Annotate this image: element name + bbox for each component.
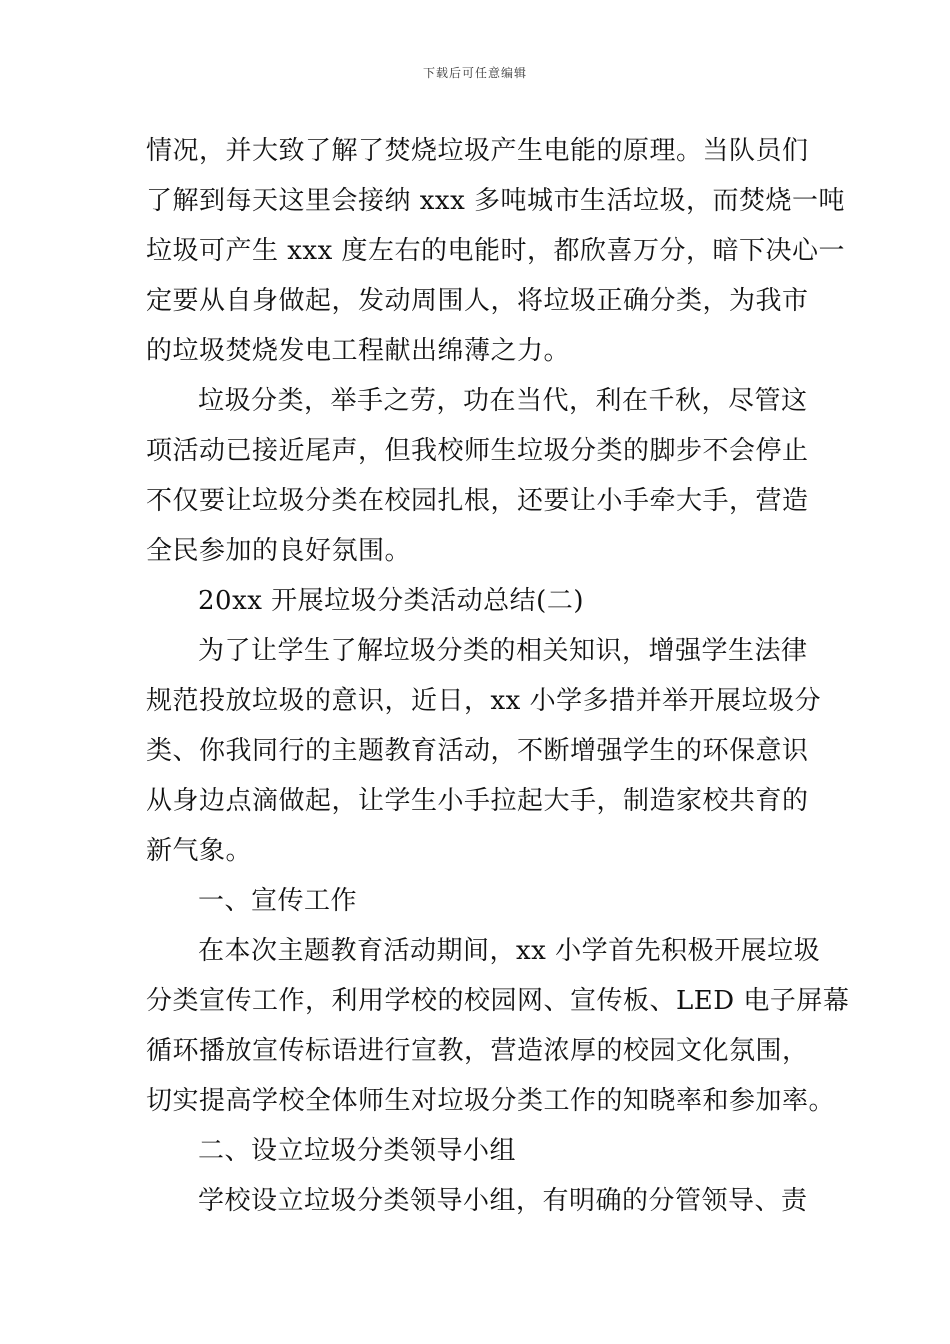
text-line: 一、宣传工作 bbox=[198, 886, 358, 916]
text-line: 二、设立垃圾分类领导小组 bbox=[198, 1136, 517, 1166]
text-line: 类、你我同行的主题教育活动，不断增强学生的环保意识 bbox=[146, 736, 809, 766]
text-line: 情况，并大致了解了焚烧垃圾产生电能的原理。当队员们 bbox=[146, 136, 809, 166]
document-body bbox=[146, 126, 850, 1226]
text-line: 在本次主题教育活动期间，xx 小学首先积极开展垃圾 bbox=[198, 936, 821, 966]
text-line: 学校设立垃圾分类领导小组，有明确的分管领导、责 bbox=[198, 1186, 808, 1216]
text-line: 分类宣传工作，利用学校的校园网、宣传板、LED 电子屏幕 bbox=[146, 986, 850, 1016]
text-line: 的垃圾焚烧发电工程献出绵薄之力。 bbox=[146, 336, 571, 366]
text-line: 定要从自身做起，发动周围人，将垃圾正确分类，为我市 bbox=[146, 286, 809, 316]
text-line: 切实提高学校全体师生对垃圾分类工作的知晓率和参加率。 bbox=[146, 1086, 836, 1116]
text-line: 全民参加的良好氛围。 bbox=[146, 536, 412, 566]
text-line: 20xx 开展垃圾分类活动总结(二) bbox=[198, 586, 584, 616]
page-header: 下载后可任意编辑 bbox=[422, 66, 527, 80]
text-line: 循环播放宣传标语进行宣教，营造浓厚的校园文化氛围， bbox=[146, 1036, 809, 1066]
text-line: 为了让学生了解垃圾分类的相关知识，增强学生法律 bbox=[198, 636, 808, 666]
text-line: 了解到每天这里会接纳 xxx 多吨城市生活垃圾，而焚烧一吨 bbox=[146, 186, 846, 216]
text-line: 垃圾分类，举手之劳，功在当代，利在千秋，尽管这 bbox=[198, 386, 808, 416]
text-line: 垃圾可产生 xxx 度左右的电能时，都欣喜万分，暗下决心一 bbox=[146, 236, 846, 266]
text-line: 不仅要让垃圾分类在校园扎根，还要让小手牵大手，营造 bbox=[146, 486, 809, 516]
text-line: 项活动已接近尾声，但我校师生垃圾分类的脚步不会停止 bbox=[146, 436, 809, 466]
text-line: 规范投放垃圾的意识，近日，xx 小学多措并举开展垃圾分 bbox=[146, 686, 822, 716]
text-line: 新气象。 bbox=[146, 836, 253, 866]
text-line: 从身边点滴做起，让学生小手拉起大手，制造家校共育的 bbox=[146, 786, 809, 816]
